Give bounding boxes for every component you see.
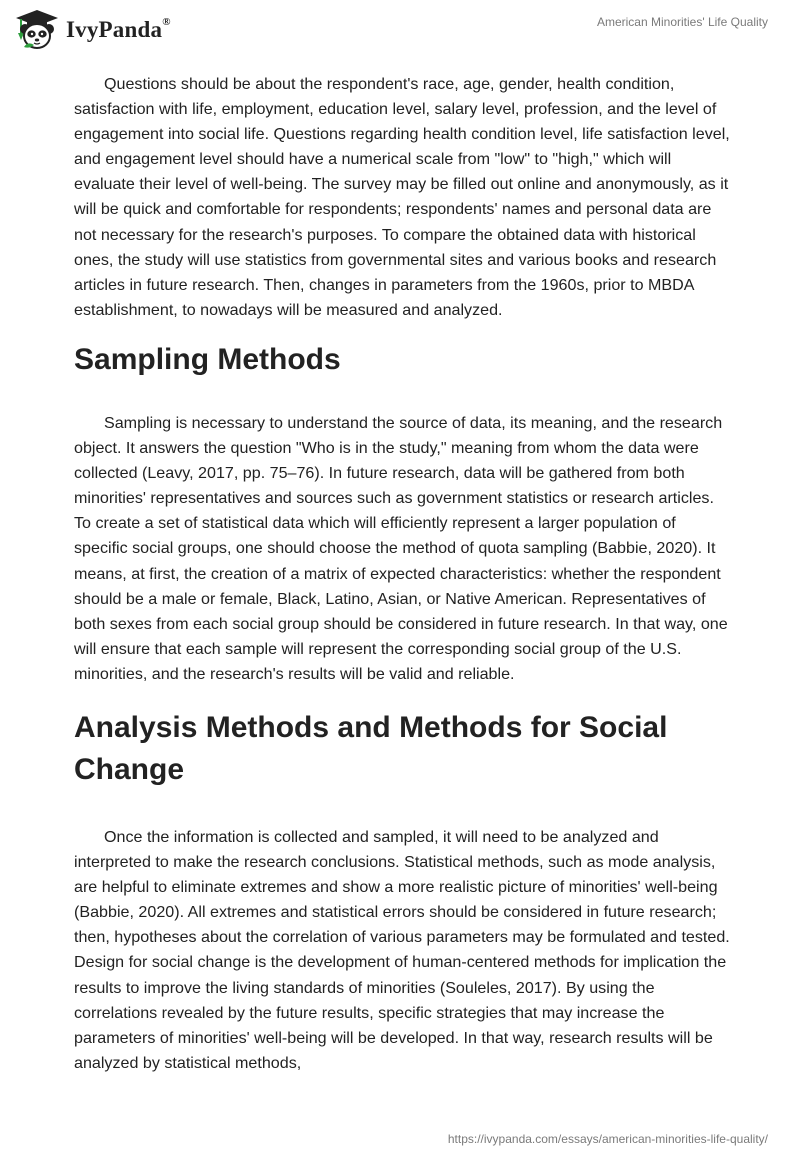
source-url[interactable]: https://ivypanda.com/essays/american-minorities-life-quality/ (447, 1132, 768, 1146)
paragraph-analysis: Once the information is collected and sampled, it will need to be analyzed and interpreted to make the research conclusions. Statistical methods, such as mode analysis, are helpful to eliminate extremes and show a more realistic picture of minorities' well-being (Babbie, 2020). All extremes and statistical errors should be considered in future research; then, hypotheses about the correlation of various parameters may be formulated and tested. Design for social change is the development of human-centered methods for implication the results to improve the living standards of minorities (Souleles, 2017). By using the correlations revealed by the future results, specific strategies that may increase the parameters of minorities' well-being will be developed. In that way, research results will be analyzed by statistical methods, (74, 827, 730, 1072)
heading-sampling-methods: Sampling Methods (74, 342, 341, 376)
panda-graduate-icon (14, 9, 60, 51)
page-header (0, 0, 800, 70)
brand-name: IvyPanda® (66, 16, 171, 42)
essay-body (74, 72, 730, 1076)
ivypanda-logo[interactable] (14, 9, 171, 51)
document-title: American Minorities' Life Quality (596, 15, 768, 29)
heading-analysis-methods: Analysis Methods and Methods for Social Change (74, 710, 668, 786)
paragraph-sampling: Sampling is necessary to understand the source of data, its meaning, and the research object. It answers the question "Who is in the study," meaning from whom the data were collected (Leavy, 2017, pp. 75–76). In future research, data will be gathered from both minorities' representatives and sources such as government statistics or research articles. To create a set of statistical data which will efficiently represent a larger population of specific social groups, one should choose the method of quota sampling (Babbie, 2020). It means, at first, the creation of a matrix of expected characteristics: whether the respondent should be a male or female, Black, Latino, Asian, or Native American. Representatives of both sexes from each social group should be considered in future research. In that way, one will ensure that each sample will represent the corresponding social group of the U.S. minorities, and the research's results will be valid and reliable. (74, 413, 728, 683)
paragraph-survey: Questions should be about the respondent's race, age, gender, health condition, satisfaction with life, employment, education level, salary level, profession, and the level of engagement into social life. Questions regarding health condition level, life satisfaction level, and engagement level should have a numerical scale from "low" to "high," which will evaluate their level of well-being. The survey may be filled out online and anonymously, as it will be quick and comfortable for respondents; respondents' names and personal data are not necessary for the research's purposes. To compare the obtained data with historical ones, the study will use statistics from governmental sites and various books and research articles in future research. Then, changes in parameters from the 1960s, prior to MBDA establishment, to nowadays will be measured and analyzed. (74, 75, 730, 319)
registered-mark: ® (162, 16, 171, 29)
